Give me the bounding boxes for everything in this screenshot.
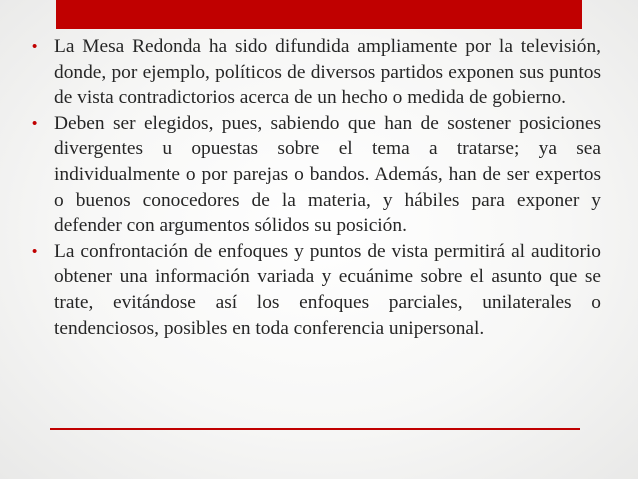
bullet-text: La Mesa Redonda ha sido difundida ampliamente por la televisión, donde, por ejemplo, políticos de diversos partidos exponen sus puntos de vista contradictorios acerca de un hecho o medida de gobierno. [54, 36, 601, 109]
bottom-divider-line [50, 428, 580, 430]
bullet-item [30, 34, 601, 111]
top-accent-bar [56, 0, 582, 29]
bullet-list [30, 34, 601, 341]
bullet-dot-icon: • [32, 242, 38, 260]
bullet-dot-icon: • [32, 114, 38, 132]
bullet-text: La confrontación de enfoques y puntos de vista permitirá al auditorio obtener una información variada y ecuánime sobre el asunto que se trate, evitándose así los enfoques parciales, unilaterales o tendenciosos, posibles en toda conferencia unipersonal. [54, 240, 601, 339]
bullet-text: Deben ser elegidos, pues, sabiendo que han de sostener posiciones divergentes u opuestas sobre el tema a tratarse; ya sea individualmente o por parejas o bandos. Además, han de ser expertos o buenos conocedores de la materia, y hábiles para exponer y defender con argumentos sólidos su posición. [54, 112, 601, 237]
bullet-dot-icon: • [32, 38, 38, 55]
bullet-item [30, 111, 601, 239]
slide-content [30, 34, 601, 341]
bullet-item [30, 239, 601, 341]
